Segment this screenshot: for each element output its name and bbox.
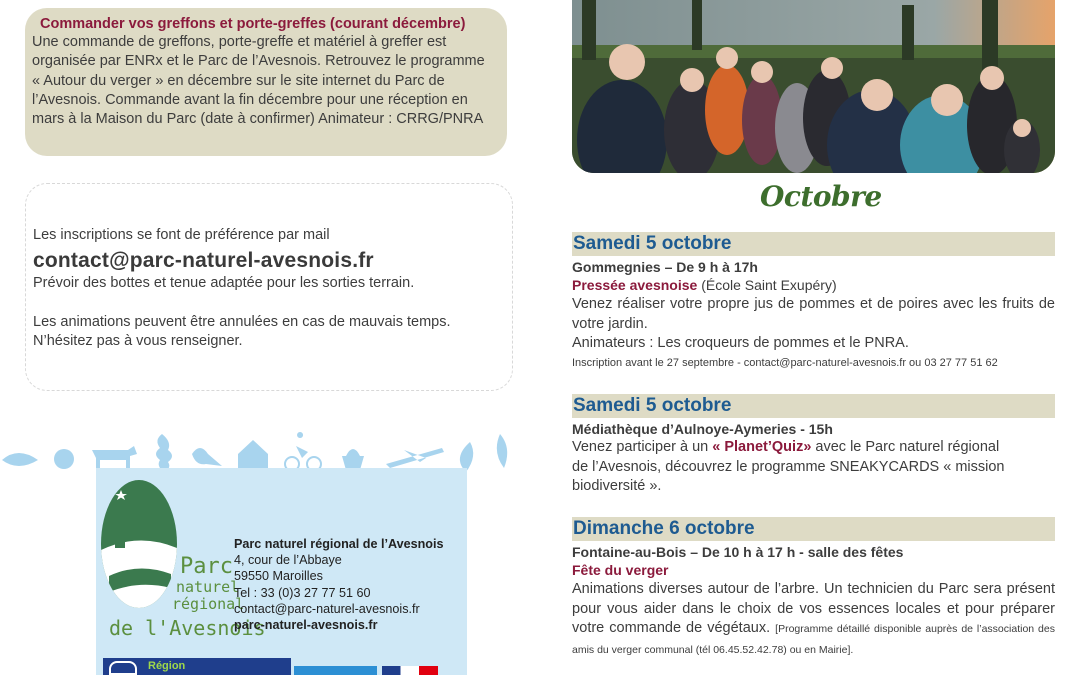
inscriptions-email[interactable]: contact@parc-naturel-avesnois.fr (33, 249, 374, 272)
french-flag-logo (382, 666, 438, 675)
event-title-line (572, 561, 1055, 580)
event-title-line (572, 276, 1055, 295)
greffons-line: l’Avesnois. Commande avant la fin décembre pour une réception en (32, 91, 468, 108)
event-description (572, 580, 1055, 660)
oak-leaf-icon (156, 434, 172, 472)
event-title: Pressée avesnoise (572, 277, 698, 293)
event-date: Samedi 5 octobre (572, 394, 1055, 418)
event-desc-main: Animations diverses autour de l’arbre. Un technicien du Parc sera présent pour vous aider dans le choix de vos essences locales et pour préparer votre commande de végétaux. (572, 581, 1055, 636)
greffons-line: « Autour du verger » en décembre sur le site internet du Parc de (32, 72, 445, 89)
inscriptions-ask: N’hésitez pas à vous renseigner. (33, 333, 243, 349)
contact-tel: Tel : 33 (0)3 27 77 51 60 (234, 585, 371, 600)
landscape-icon (101, 480, 177, 608)
event-description-line: biodiversité ». (572, 478, 662, 494)
cow-icon (92, 446, 137, 468)
logo-text-avesnois: de l'Avesnois (109, 616, 266, 640)
spacer (33, 293, 512, 313)
greffons-text (32, 33, 495, 129)
contact-street: 4, cour de l’Abbaye (234, 553, 342, 568)
contact-website[interactable]: parc-naturel-avesnois.fr (234, 618, 378, 633)
event-place: Médiathèque d’Aulnoye-Aymeries - 15h (572, 421, 833, 437)
greffons-line: Une commande de greffons, porte-greffe et matériel à greffer est (32, 34, 447, 50)
greffons-box (25, 8, 507, 156)
apple-icon (54, 449, 74, 469)
event-animators: Animateurs : Les croqueurs de pommes et le PNRA. (572, 335, 909, 351)
month-heading: Octobre (760, 180, 882, 213)
department-logo (294, 666, 377, 675)
contact-card (96, 468, 467, 675)
inscriptions-bottes: Prévoir des bottes et tenue adaptée pour les sorties terrain. (33, 275, 415, 291)
inscriptions-intro: Les inscriptions se font de préférence par mail (33, 227, 330, 243)
logo-text-parc: Parc (180, 554, 233, 579)
greffons-line: organisée par ENRx et le Parc de l’Avesnois. Retrouvez le programme (32, 53, 485, 70)
event-place: Fontaine-au-Bois – De 10 h à 17 h - salle des fêtes (572, 544, 904, 560)
event-3 (572, 517, 1055, 660)
event-place: Gommegnies – De 9 h à 17h (572, 259, 758, 275)
greffons-title: Commander vos greffons et porte-greffes (courant décembre) (40, 16, 466, 32)
greffons-line: mars à la Maison du Parc (date à confirmer) Animateur : CRRG/PNRA (32, 111, 484, 128)
people-in-orchard-image (572, 0, 1055, 173)
region-label: Région (148, 660, 186, 672)
contact-city: 59550 Maroilles (234, 569, 323, 584)
basket-icon (342, 449, 364, 470)
leaf-icon (2, 453, 38, 466)
region-logo (103, 658, 291, 675)
house-icon (238, 440, 268, 468)
event-title-extra: (École Saint Exupéry) (697, 277, 837, 293)
event-description-line: de l’Avesnois, découvrez le programme SNEAKYCARDS « mission (572, 458, 1005, 475)
event-note: Inscription avant le 27 septembre - contact@parc-naturel-avesnois.fr ou 03 27 77 51 62 (572, 356, 998, 369)
inscriptions-weather: Les animations peuvent être annulées en cas de mauvais temps. (33, 314, 451, 330)
event-desc-small: [Programme détaillé disponible auprès de l’association des amis du verger communal (tél 06.45.52.42.78) ou en Mairie]. (572, 623, 1055, 656)
event-date: Samedi 5 octobre (572, 232, 1055, 256)
inscriptions-box (25, 183, 513, 391)
logo-text-naturel: naturel (176, 578, 240, 596)
event-description: Venez réaliser votre propre jus de pommes et de poires avec les fruits de votre jardin. (572, 296, 1055, 332)
pnr-logo-emblem (101, 480, 177, 608)
region-emblem-icon (109, 661, 137, 675)
contact-email[interactable]: contact@parc-naturel-avesnois.fr (234, 601, 420, 616)
event-desc-part: Venez participer à un (572, 439, 713, 455)
logo-text-regional: régional (172, 595, 245, 613)
dragonfly-icon (386, 448, 444, 468)
event-title: Fête du verger (572, 562, 669, 578)
feather-icon (497, 434, 507, 468)
bird-icon (192, 448, 222, 466)
contact-address (234, 536, 444, 633)
event-desc-part: avec le Parc naturel régional (811, 439, 1000, 455)
contact-org: Parc naturel régional de l’Avesnois (234, 537, 444, 551)
group-photo (572, 0, 1055, 173)
cyclist-icon (296, 432, 308, 458)
event-1 (572, 232, 1055, 371)
event-2 (572, 394, 1055, 497)
event-highlight: « Planet’Quiz» (712, 439, 812, 455)
event-date: Dimanche 6 octobre (572, 517, 1055, 541)
event-description (572, 438, 1055, 458)
